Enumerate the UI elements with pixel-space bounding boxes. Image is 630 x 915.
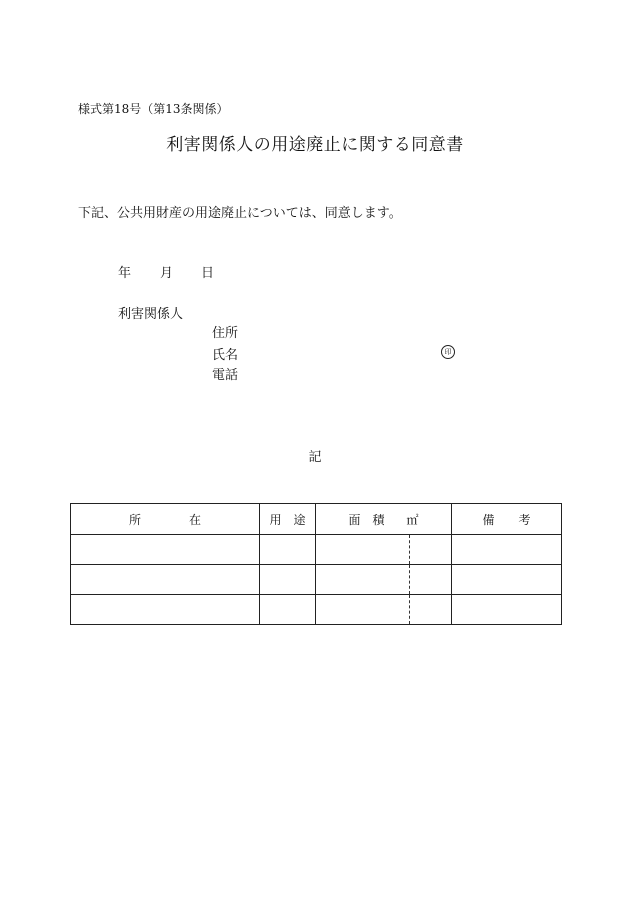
document-title: 利害関係人の用途廃止に関する同意書 xyxy=(166,135,464,155)
cell-area[interactable] xyxy=(316,565,452,595)
cell-location[interactable] xyxy=(71,595,260,625)
table-row xyxy=(71,565,562,595)
date-line xyxy=(118,262,214,281)
month-label: 月 xyxy=(160,266,174,281)
cell-remarks[interactable] xyxy=(452,595,562,625)
cell-use[interactable] xyxy=(260,535,316,565)
header-area-label: 面 積 xyxy=(348,512,385,527)
form-number: 様式第18号（第13条関係） xyxy=(78,102,229,116)
ki-heading: 記 xyxy=(308,450,322,465)
interested-party-label: 利害関係人 xyxy=(118,307,184,322)
header-location: 所 在 xyxy=(71,504,260,535)
table-header-row xyxy=(71,504,562,535)
header-use: 用 途 xyxy=(260,504,316,535)
cell-use[interactable] xyxy=(260,565,316,595)
table-row xyxy=(71,595,562,625)
cell-location[interactable] xyxy=(71,535,260,565)
header-area-unit: ㎡ xyxy=(406,512,419,527)
cell-remarks[interactable] xyxy=(452,565,562,595)
cell-use[interactable] xyxy=(260,595,316,625)
cell-area[interactable] xyxy=(316,595,452,625)
year-label: 年 xyxy=(118,266,132,281)
header-remarks: 備 考 xyxy=(452,504,562,535)
cell-remarks[interactable] xyxy=(452,535,562,565)
property-table xyxy=(70,503,562,625)
name-label: 氏名 xyxy=(212,348,239,363)
cell-area[interactable] xyxy=(316,535,452,565)
address-label: 住所 xyxy=(212,326,239,341)
consent-statement: 下記、公共用財産の用途廃止については、同意します。 xyxy=(78,206,402,221)
seal-icon: 印 xyxy=(441,345,455,359)
table-row xyxy=(71,535,562,565)
day-label: 日 xyxy=(201,266,215,281)
cell-location[interactable] xyxy=(71,565,260,595)
header-area xyxy=(316,504,452,535)
phone-label: 電話 xyxy=(212,368,239,383)
